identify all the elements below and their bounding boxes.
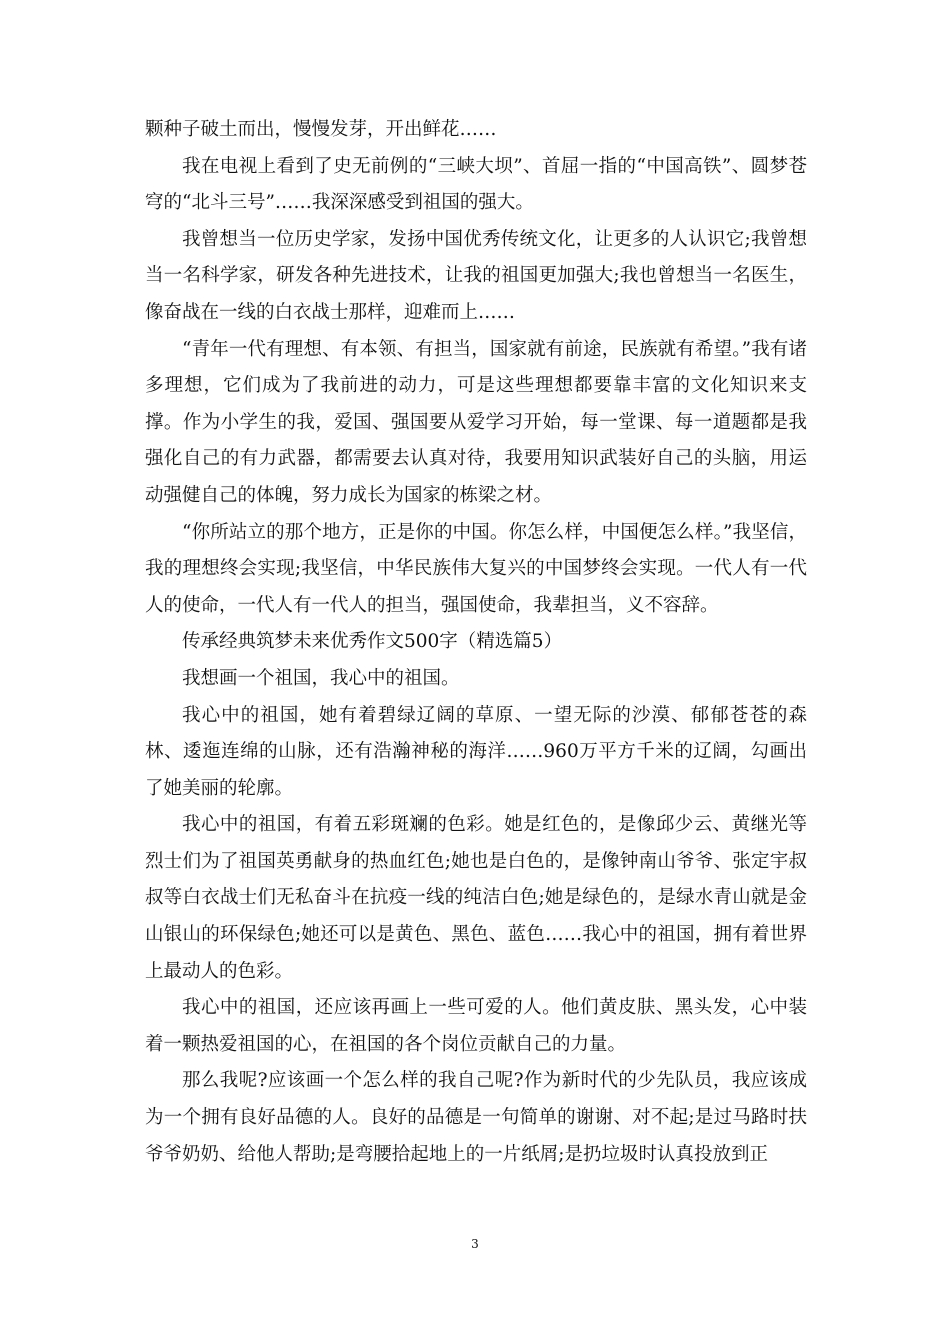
paragraph: 我心中的祖国，还应该再画上一些可爱的人。他们黄皮肤、黑头发，心中装着一颗热爱祖国的心，在祖国的各个岗位贡献自己的力量。 [145, 997, 807, 1055]
paragraph: “你所站立的那个地方，正是你的中国。你怎么样，中国便怎么样。”我坚信，我的理想终会实现;我坚信，中华民族伟大复兴的中国梦终会实现。一代人有一代人的使命，一代人有一代人的担当，强国使命，我辈担当，义不容辞。 [145, 521, 807, 616]
paragraph: “青年一代有理想、有本领、有担当，国家就有前途，民族就有希望。”我有诸多理想，它们成为了我前进的动力，可是这些理想都要靠丰富的文化知识来支撑。作为小学生的我，爱国、强国要从爱学习开始，每一堂课、每一道题都是我强化自己的有力武器，都需要去认真对待，我要用知识武装好自己的头脑，用运动强健自己的体魄，努力成长为国家的栋梁之材。 [145, 338, 807, 506]
page-number: 3 [471, 1237, 479, 1251]
paragraph: 我曾想当一位历史学家，发扬中国优秀传统文化，让更多的人认识它;我曾想当一名科学家，研发各种先进技术，让我的祖国更加强大;我也曾想当一名医生，像奋战在一线的白衣战士那样，迎难而上…… [145, 228, 807, 323]
paragraph: 我在电视上看到了史无前例的“三峡大坝”、首屈一指的“中国高铁”、圆梦苍穹的“北斗三号”……我深深感受到祖国的强大。 [145, 155, 807, 214]
paragraph: 我想画一个祖国，我心中的祖国。 [182, 667, 460, 689]
paragraph: 那么我呢?应该画一个怎么样的我自己呢?作为新时代的少先队员，我应该成为一个拥有良好品德的人。良好的品德是一句简单的谢谢、对不起;是过马路时扶爷爷奶奶、给他人帮助;是弯腰拾起地上的一片纸屑;是扔垃圾时认真投放到正 [145, 1070, 807, 1165]
paragraph: 颗种子破土而出，慢慢发芽，开出鲜花…… [145, 119, 497, 140]
section-heading: 传承经典筑梦未来优秀作文500字（精选篇5） [182, 631, 563, 653]
paragraph: 我心中的祖国，她有着碧绿辽阔的草原、一望无际的沙漠、郁郁苍苍的森林、逶迤连绵的山脉，还有浩瀚神秘的海洋……960万平方千米的辽阔，勾画出了她美丽的轮廓。 [145, 704, 807, 799]
body-text [145, 112, 807, 1173]
paragraph: 我心中的祖国，有着五彩斑斓的色彩。她是红色的，是像邱少云、黄继光等烈士们为了祖国英勇献身的热血红色;她也是白色的，是像钟南山爷爷、张定宇叔叔等白衣战士们无私奋斗在抗疫一线的纯洁白色;她是绿色的，是绿水青山就是金山银山的环保绿色;她还可以是黄色、黑色、蓝色……我心中的祖国，拥有着世界上最动人的色彩。 [145, 814, 807, 982]
